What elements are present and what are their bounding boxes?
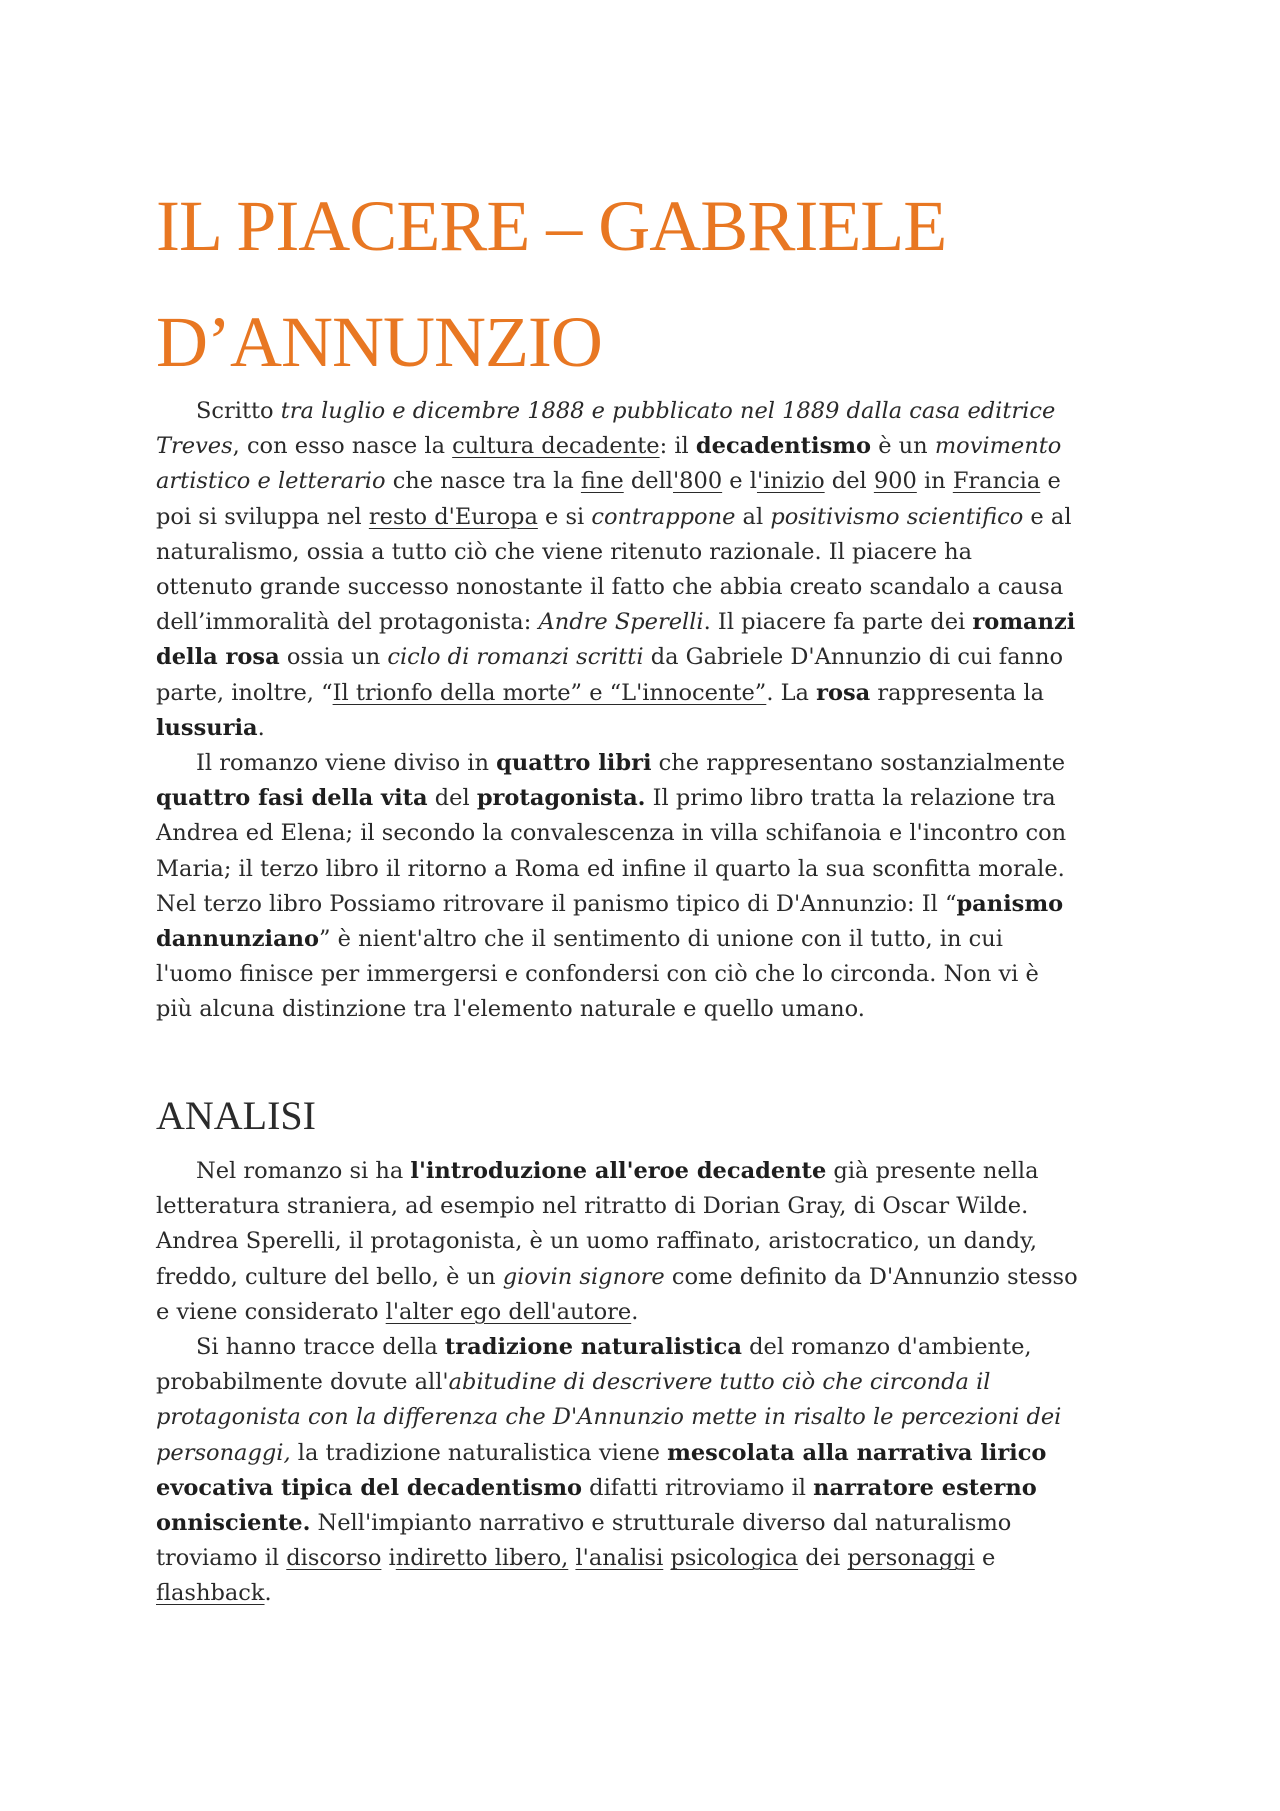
text-line: Si hanno tracce della tradizione naturalistica del romanzo d'ambiente, [196,1334,1032,1361]
link-analisi[interactable]: l'analisi [575,1545,664,1572]
text-line: naturalismo, ossia a tutto ciò che viene ritenuto razionale. Il piacere ha [156,538,973,565]
analisi-section [156,1154,1136,1612]
text-line: quattro fasi della vita del protagonista. Il primo libro tratta la relazione tra [156,785,1056,812]
text-line: dell’immoralità del protagonista: Andre Sperelli. Il piacere fa parte dei romanzi [156,609,1076,636]
text-line: troviamo il discorso indiretto libero, l'analisi psicologica dei personaggi e [156,1545,996,1572]
text-line: flashback. [156,1580,272,1607]
text-line: protagonista con la differenza che D'Annunzio mette in risalto le percezioni dei [156,1404,1062,1431]
text-line: freddo, culture del bello, è un giovin signore come definito da D'Annunzio stesso [156,1263,1078,1290]
link-800[interactable]: '800 [673,468,723,495]
link-trionfo-innocente[interactable]: Il trionfo della morte” e “L'innocente” [332,679,767,706]
link-resto-europa[interactable]: resto d'Europa [368,503,538,530]
text-line: Andrea ed Elena; il secondo la convalescenza in villa schifanoia e l'incontro con [156,820,1067,847]
link-900[interactable]: 900 [873,468,917,495]
link-cultura-decadente[interactable]: cultura decadente [452,433,660,460]
text-line: e viene considerato l'alter ego dell'autore. [156,1298,639,1325]
text-line: onnisciente. Nell'impianto narrativo e strutturale diverso dal naturalismo [156,1510,1012,1537]
text-line: poi si sviluppa nel resto d'Europa e si contrappone al positivismo scientifico e al [156,503,1072,530]
title-line: D’ANNUNZIO [156,302,602,382]
link-fine[interactable]: fine [580,468,624,495]
text-line: della rosa ossia un ciclo di romanzi scritti da Gabriele D'Annunzio di cui fanno [156,644,1064,671]
text-line: Nel terzo libro Possiamo ritrovare il panismo tipico di D'Annunzio: Il “panismo [156,890,1064,917]
link-personaggi[interactable]: personaggi [847,1545,975,1572]
text-line: dannunziano” è nient'altro che il sentimento di unione con il tutto, in cui [156,926,1003,953]
link-indiretto-libero[interactable]: ndiretto libero, [395,1545,569,1572]
text-line: più alcuna distinzione tra l'elemento naturale e quello umano. [156,996,865,1023]
link-inizio[interactable]: 'inizio [756,468,825,495]
text-line: evocativa tipica del decadentismo difatti ritroviamo il narratore esterno [156,1474,1037,1501]
link-francia[interactable]: Francia [952,468,1041,495]
link-flashback[interactable]: flashback [156,1580,265,1607]
text-line: ottenuto grande successo nonostante il fatto che abbia creato scandalo a causa [156,574,1064,601]
text-line: artistico e letterario che nasce tra la fine dell'800 e l'inizio del 900 in Francia e [156,468,1061,495]
text-line: parte, inoltre, “Il trionfo della morte” e “L'innocente”. La rosa rappresenta la [156,679,1045,706]
link-psicologica[interactable]: psicologica [670,1545,799,1572]
text-line: Andrea Sperelli, il protagonista, è un uomo raffinato, aristocratico, un dandy, [156,1228,1038,1255]
link-alter-ego[interactable]: l'alter ego dell'autore [385,1298,632,1325]
text-line: Treves, con esso nasce la cultura decadente: il decadentismo è un movimento [156,433,1062,460]
text-line: l'uomo finisce per immergersi e confondersi con ciò che lo circonda. Non vi è [156,961,1039,988]
section-heading-analisi: ANALISI [156,1093,316,1138]
text-line: letteratura straniera, ad esempio nel ritratto di Dorian Gray, di Oscar Wilde. [156,1193,1029,1220]
text-line: Il romanzo viene diviso in quattro libri che rappresentano sostanzialmente [196,750,1066,777]
text-line: Maria; il terzo libro il ritorno a Roma ed infine il quarto la sua sconfitta morale. [156,855,1065,882]
intro-section [156,394,1136,1028]
text-line: probabilmente dovute all'abitudine di descrivere tutto ciò che circonda il [156,1369,991,1396]
text-line: lussuria. [156,714,265,741]
text-line: personaggi, la tradizione naturalistica viene mescolata alla narrativa lirico [156,1439,1047,1466]
document-title [156,168,1156,400]
title-line: IL PIACERE – GABRIELE [156,186,947,266]
text-line: Scritto tra luglio e dicembre 1888 e pubblicato nel 1889 dalla casa editrice [196,398,1056,424]
link-discorso[interactable]: discorso [286,1545,382,1572]
text-line: Nel romanzo si ha l'introduzione all'eroe decadente già presente nella [196,1158,1039,1184]
